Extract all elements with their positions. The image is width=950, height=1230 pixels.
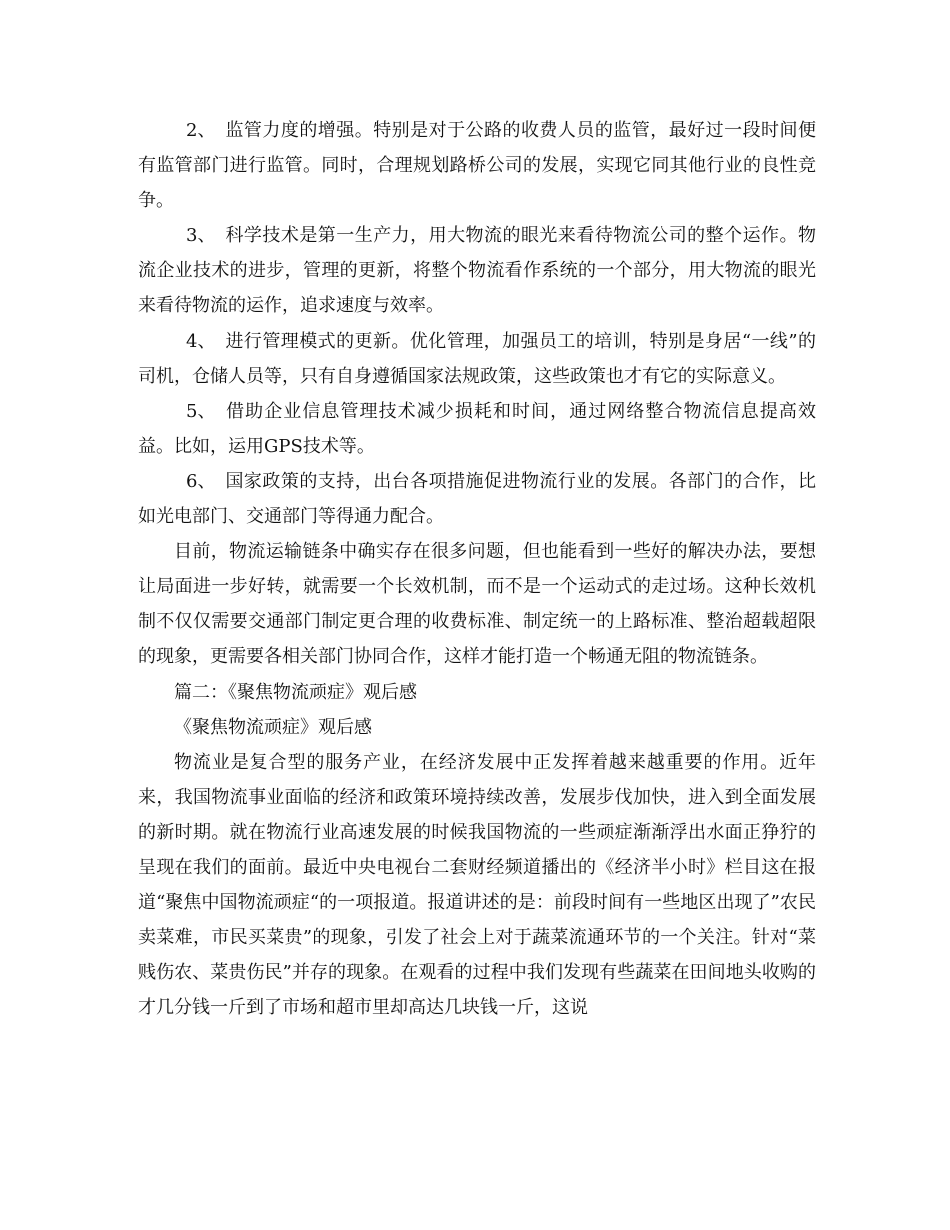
section-heading: 篇二：《聚焦物流顽症》观后感 — [174, 681, 417, 703]
list-item-text: 国家政策的支持，出台各项措施促进物流行业的发展。各部门的合作，比如光电部门、交通部门等得通力配合。 — [138, 470, 816, 528]
list-item-number: 5、 — [186, 400, 216, 422]
list-item — [138, 394, 816, 464]
list-item — [138, 464, 816, 534]
list-item-text: 借助企业信息管理技术减少损耗和时间，通过网络整合物流信息提高效益。比如，运用GPS技术等。 — [138, 400, 816, 457]
list-item — [138, 113, 816, 218]
list-item-number: 2、 — [186, 120, 216, 141]
list-item — [138, 324, 816, 394]
list-item-text: 科学技术是第一生产力，用大物流的眼光来看待物流公司的整个运作。物流企业技术的进步，管理的更新，将整个物流看作系统的一个部分，用大物流的眼光来看待物流的运作，追求速度与效率。 — [138, 225, 816, 317]
body-paragraph: 物流业是复合型的服务产业，在经济发展中正发挥着越来越重要的作用。近年来，我国物流事业面临的经济和政策环境持续改善，发展步伐加快，进入到全面发展的新时期。就在物流行业高速发展的时候我国物流的一些顽症渐渐浮出水面正狰狞的呈现在我们的面前。最近中央电视台二套财经频道播出的《经济半小时》栏目这在报道“聚焦中国物流顽症“的一项报道。报道讲述的是：前段时间有一些地区出现了”农民卖菜难，市民买菜贵”的现象，引发了社会上对于蔬菜流通环节的一个关注。针对“菜贱伤农、菜贵伤民”并存的现象。在观看的过程中我们发现有些蔬菜在田间地头收购的才几分钱一斤到了市场和超市里却高达几块钱一斤，这说 — [138, 751, 816, 1019]
document-body — [138, 113, 816, 1025]
list-item-text: 监管力度的增强。特别是对于公路的收费人员的监管，最好过一段时间便有监管部门进行监管。同时，合理规划路桥公司的发展，实现它同其他行业的良性竞争。 — [138, 120, 816, 212]
section-title: 《聚焦物流顽症》观后感 — [174, 716, 372, 738]
list-item-number: 3、 — [186, 225, 216, 247]
list-item-number: 6、 — [186, 470, 216, 492]
conclusion-paragraph: 目前，物流运输链条中确实存在很多问题，但也能看到一些好的解决办法，要想让局面进一步好转，就需要一个长效机制，而不是一个运动式的走过场。这种长效机制不仅仅需要交通部门制定更合理的收费标准、制定统一的上路标准、整治超载超限的现象，更需要各相关部门协同合作，这样才能打造一个畅通无阻的物流链条。 — [138, 541, 816, 668]
list-item-number: 4、 — [186, 330, 216, 352]
list-item — [138, 218, 816, 323]
list-item-text: 进行管理模式的更新。优化管理，加强员工的培训，特别是身居“一线”的司机，仓储人员等，只有自身遵循国家法规政策，这些政策也才有它的实际意义。 — [138, 330, 816, 387]
